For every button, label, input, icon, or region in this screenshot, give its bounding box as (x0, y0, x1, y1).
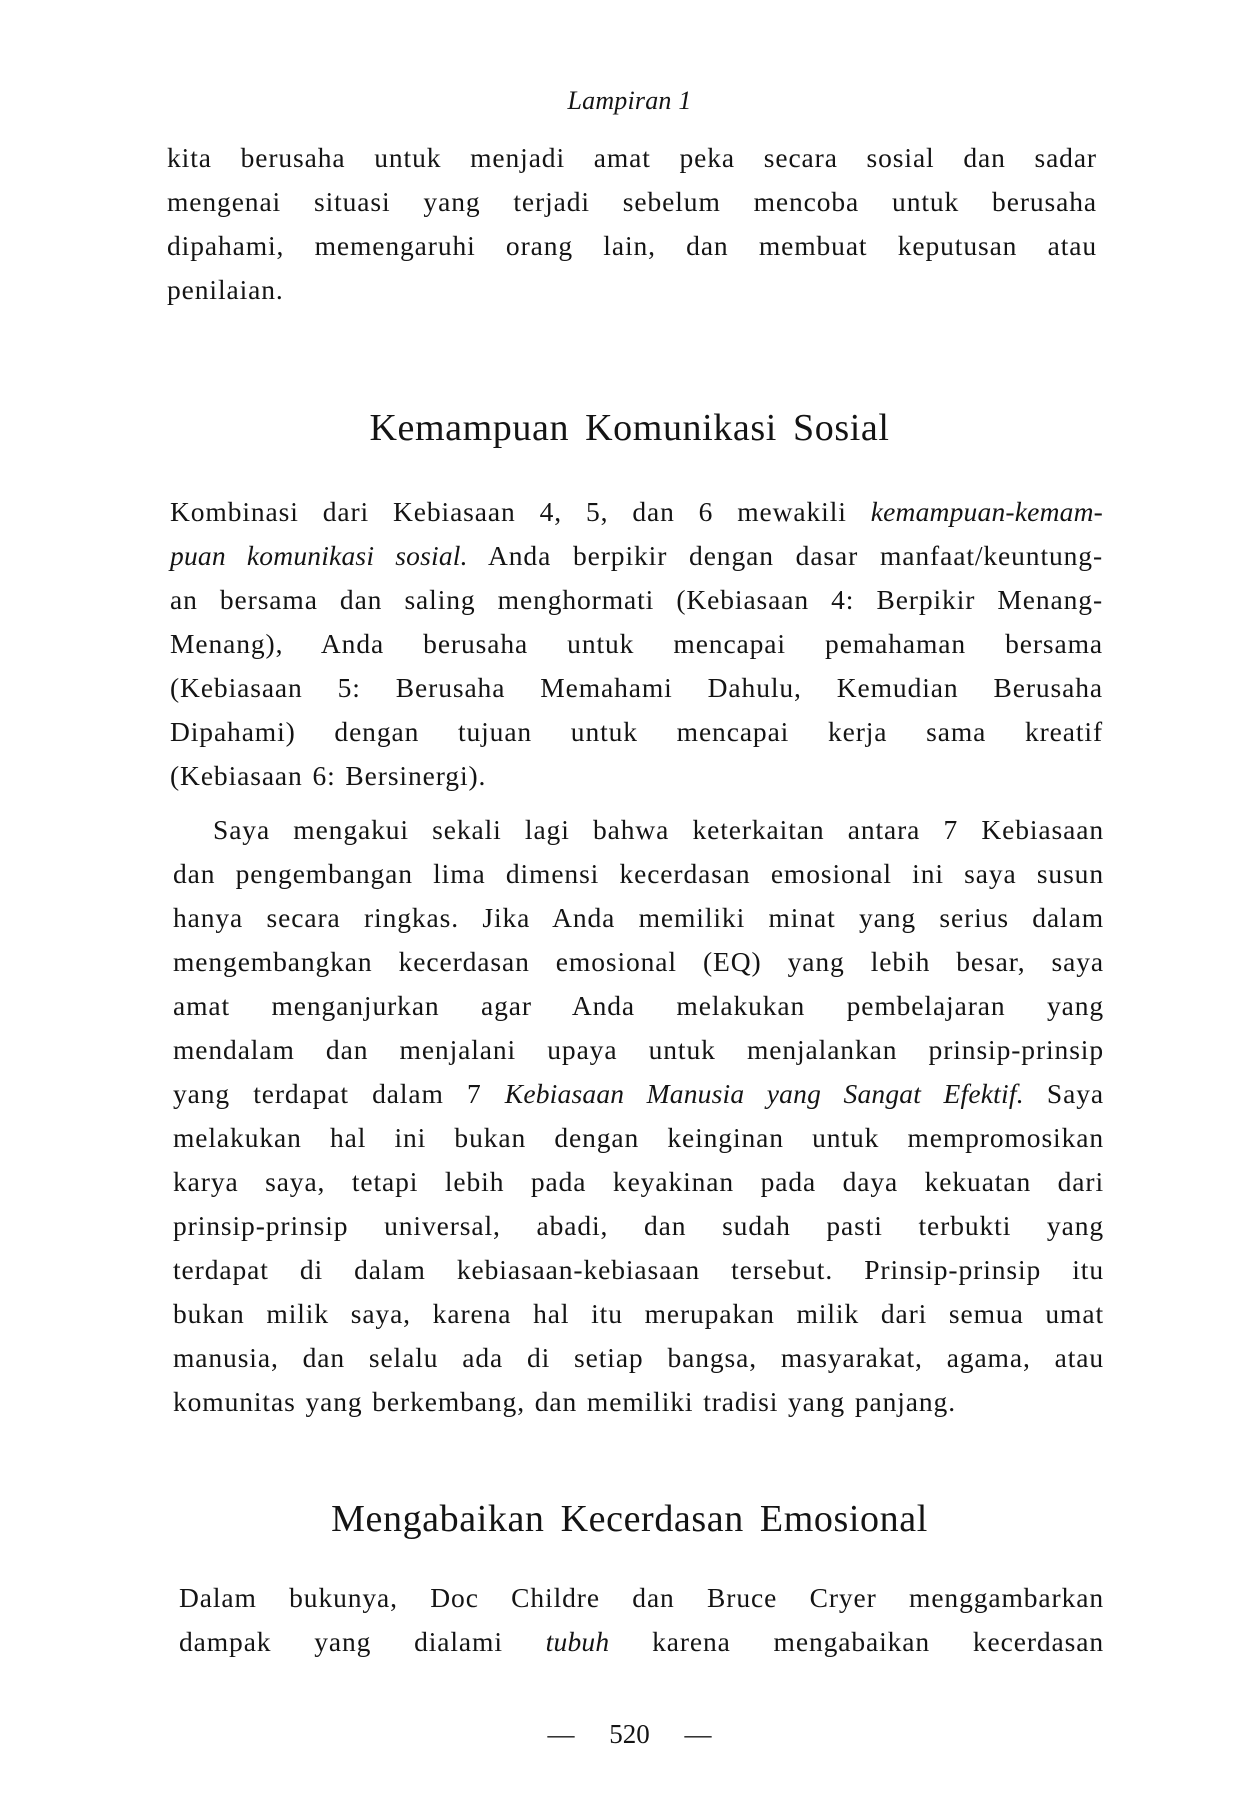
text-line: dipahami, memengaruhi orang lain, dan membuat keputusan atau (167, 230, 1097, 261)
text-line: terdapat di dalam kebiasaan-kebiasaan tersebut. Prinsip-prinsip itu (173, 1254, 1104, 1285)
text-line: mengembangkan kecerdasan emosional (EQ) yang lebih besar, saya (173, 946, 1104, 977)
paragraph-saya-mengakui (173, 808, 1104, 1424)
page-number-footer (0, 1719, 1259, 1750)
text-line: komunitas yang berkembang, dan memiliki tradisi yang panjang. (173, 1386, 956, 1417)
book-title-italic: Kebiasaan Manusia yang Sangat Efektif. (504, 1078, 1024, 1109)
text-line (173, 1072, 1104, 1116)
text-run: karena mengabaikan kecerdasan (609, 1626, 1104, 1657)
text-line: prinsip-prinsip universal, abadi, dan sudah pasti terbukti yang (173, 1210, 1104, 1241)
dash-right: — (684, 1719, 712, 1749)
text-run: Saya (1023, 1078, 1104, 1109)
page-number: 520 (609, 1719, 650, 1749)
text-line: Dipahami) dengan tujuan untuk mencapai kerja sama kreatif (170, 716, 1103, 747)
text-line (170, 490, 1103, 534)
running-head: Lampiran 1 (567, 86, 692, 115)
section-heading-kemampuan-komunikasi-sosial: Kemampuan Komunikasi Sosial (369, 407, 890, 449)
text-run: dampak yang dialami (179, 1626, 546, 1657)
text-line: hanya secara ringkas. Jika Anda memiliki minat yang serius dalam (173, 902, 1104, 933)
italic-term: kemampuan-kemam- (870, 496, 1103, 527)
text-line: manusia, dan selalu ada di setiap bangsa, masyarakat, agama, atau (173, 1342, 1104, 1373)
text-line: an bersama dan saling menghormati (Kebiasaan 4: Berpikir Menang- (170, 584, 1103, 615)
text-line: kita berusaha untuk menjadi amat peka secara sosial dan sadar (167, 142, 1097, 173)
text-line: mendalam dan menjalani upaya untuk menjalankan prinsip-prinsip (173, 1034, 1104, 1065)
text-run: Kombinasi dari Kebiasaan 4, 5, dan 6 mewakili (170, 496, 871, 527)
text-line: penilaian. (167, 274, 284, 305)
text-line (179, 1620, 1104, 1664)
section-heading-mengabaikan-kecerdasan-emosional: Mengabaikan Kecerdasan Emosional (331, 1498, 928, 1540)
text-line: mengenai situasi yang terjadi sebelum mencoba untuk berusaha (167, 186, 1097, 217)
text-run: yang terdapat dalam 7 (173, 1078, 505, 1109)
italic-term: tubuh (545, 1626, 610, 1657)
text-line: bukan milik saya, karena hal itu merupakan milik dari semua umat (173, 1298, 1104, 1329)
text-line: dan pengembangan lima dimensi kecerdasan emosional ini saya susun (173, 858, 1104, 889)
paragraph-continuation (167, 136, 1097, 312)
text-line: karya saya, tetapi lebih pada keyakinan pada daya kekuatan dari (173, 1166, 1104, 1197)
paragraph-kombinasi (170, 490, 1103, 798)
text-line: (Kebiasaan 6: Bersinergi). (170, 760, 487, 791)
paragraph-dalam-bukunya (179, 1576, 1104, 1664)
italic-term: puan komunikasi sosial. (170, 540, 468, 571)
text-line: amat menganjurkan agar Anda melakukan pembelajaran yang (173, 990, 1104, 1021)
text-line (170, 534, 1103, 578)
text-run: Anda berpikir dengan dasar manfaat/keuntung- (467, 540, 1103, 571)
dash-left: — (547, 1719, 575, 1749)
text-line: melakukan hal ini bukan dengan keinginan untuk mempromosikan (173, 1122, 1104, 1153)
text-line: Saya mengakui sekali lagi bahwa keterkaitan antara 7 Kebiasaan (213, 814, 1104, 845)
text-line: Menang), Anda berusaha untuk mencapai pemahaman bersama (170, 628, 1103, 659)
text-line: Dalam bukunya, Doc Childre dan Bruce Cryer menggambarkan (179, 1582, 1104, 1613)
text-line: (Kebiasaan 5: Berusaha Memahami Dahulu, Kemudian Berusaha (170, 672, 1103, 703)
